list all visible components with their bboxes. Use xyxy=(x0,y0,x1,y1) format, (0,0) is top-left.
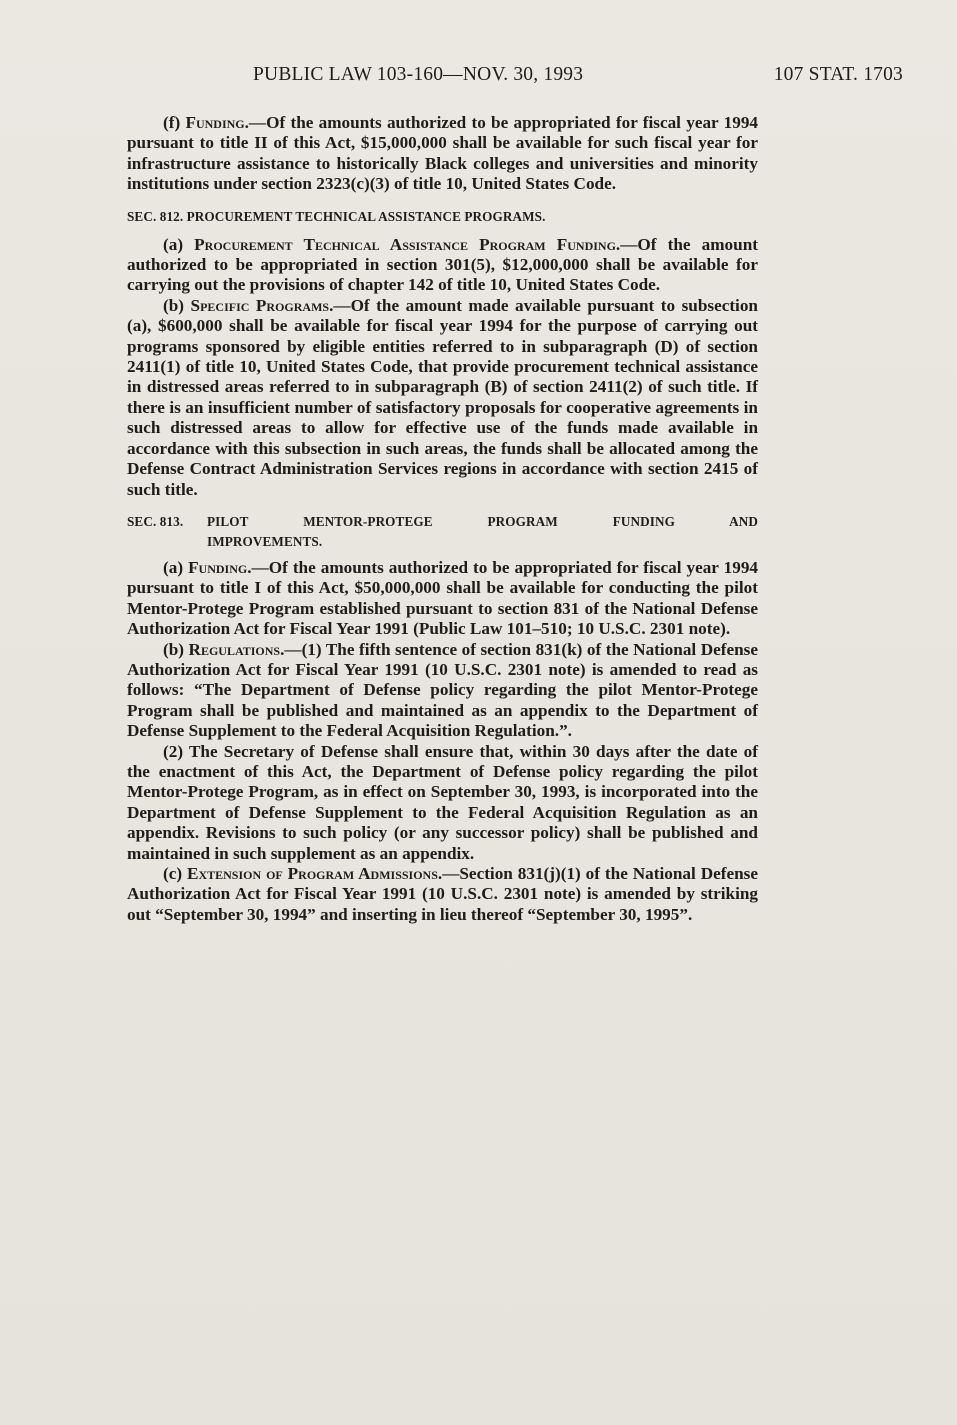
paragraph-label: (b) xyxy=(163,639,189,659)
paragraph-812a xyxy=(127,235,758,296)
paragraph-heading: Extension of Program Admissions. xyxy=(187,864,443,883)
paragraph-heading: Procurement Technical Assistance Program Funding. xyxy=(194,234,621,254)
paragraph-text: —Of the amounts authorized to be appropriated for fiscal year 1994 pursuant to title I of this Act, $50,000,000 shall be available for conducting the pilot Mentor-Protege Program established pursuant to section 831 of the National Defense Authorization Act for Fiscal Year 1991 (Public Law 101–510; 10 U.S.C. 2301 note). xyxy=(127,557,759,639)
paragraph-text: —Of the amounts authorized to be appropriated for fiscal year 1994 pursuant to title II of this Act, $15,000,000 shall be available for such fiscal year for infrastructure assistance to historically Black colleges and universities and minority institutions under section 2323(c)(3) of title 10, United States Code. xyxy=(127,113,759,194)
paragraph-text: —Of the amount authorized to be appropriated in section 301(5), $12,000,000 shall be available for carrying out the provisions of chapter 142 of title 10, United States Code. xyxy=(127,234,758,295)
section-title-line2: IMPROVEMENTS. xyxy=(207,533,323,549)
paragraph-813c xyxy=(127,864,758,925)
section-title xyxy=(207,512,758,552)
document-body xyxy=(127,113,758,925)
paragraph-label: (c) xyxy=(163,864,187,883)
paragraph-813b1 xyxy=(127,640,758,742)
paragraph-label: (b) xyxy=(163,295,191,315)
paragraph-label: (a) xyxy=(163,234,195,254)
page-header xyxy=(253,64,903,94)
paragraph-label: (a) xyxy=(163,557,189,577)
section-number: SEC. 813. xyxy=(127,513,184,529)
section-813-heading xyxy=(127,512,758,552)
paragraph-text: —Section 831(j)(1) of the National Defense Authorization Act for Fiscal Year 1991 (10 U.S.C. 2301 note) is amended by striking out “September 30, 1994” and inserting in lieu thereof “September 30, 1995”. xyxy=(127,864,758,924)
paragraph-812b xyxy=(127,296,758,500)
paragraph-813b2: (2) The Secretary of Defense shall ensure that, within 30 days after the date of the enactment of this Act, the Department of Defense policy regarding the pilot Mentor-Protege Program, as in effect on September 30, 1993, is incorporated into the Department of Defense Supplement to the Federal Acquisition Regulation as an appendix. Revisions to such policy (or any successor policy) shall be published and maintained in such supplement as an appendix. xyxy=(127,741,758,863)
header-stat-citation: 107 STAT. 1703 xyxy=(773,64,903,85)
section-title-line1: PILOT MENTOR-PROTEGE PROGRAM FUNDING AND xyxy=(207,513,758,529)
paragraph-heading: Regulations. xyxy=(188,639,285,659)
header-title: PUBLIC LAW 103-160—NOV. 30, 1993 xyxy=(253,64,584,85)
paragraph-label: (f) xyxy=(163,113,186,132)
paragraph-text: —Of the amount made available pursuant to subsection (a), $600,000 shall be available for fiscal year 1994 for the purpose of carrying out programs sponsored by eligible entities referred to in subparagraph (D) of section 2411(1) of title 10, United States Code, that provide procurement technical assistance in distressed areas referred to in subparagraph (B) of section 2411(2) of such title. If there is an insufficient number of satisfactory proposals for cooperative agreements in such distressed areas to allow for effective use of the funds made available in accordance with this subsection in such areas, the funds shall be allocated among the Defense Contract Administration Services regions in accordance with section 2415 of such title. xyxy=(127,295,758,499)
paragraph-text: —(1) The fifth sentence of section 831(k) of the National Defense Authorization Act for Fiscal Year 1991 (10 U.S.C. 2301 note) is amended to read as follows: “The Department of Defense policy regarding the pilot Mentor-Protege Program shall be published and maintained as an appendix to the Department of Defense Supplement to the Federal Acquisition Regulation.”. xyxy=(127,639,758,741)
paragraph-heading: Specific Programs. xyxy=(190,295,334,315)
paragraph-813a xyxy=(127,558,758,640)
paragraph-heading: Funding. xyxy=(188,557,252,577)
paragraph-f-funding xyxy=(127,113,758,195)
section-812-heading: SEC. 812. PROCUREMENT TECHNICAL ASSISTANCE PROGRAMS. xyxy=(127,208,546,224)
paragraph-heading: Funding. xyxy=(185,113,249,132)
